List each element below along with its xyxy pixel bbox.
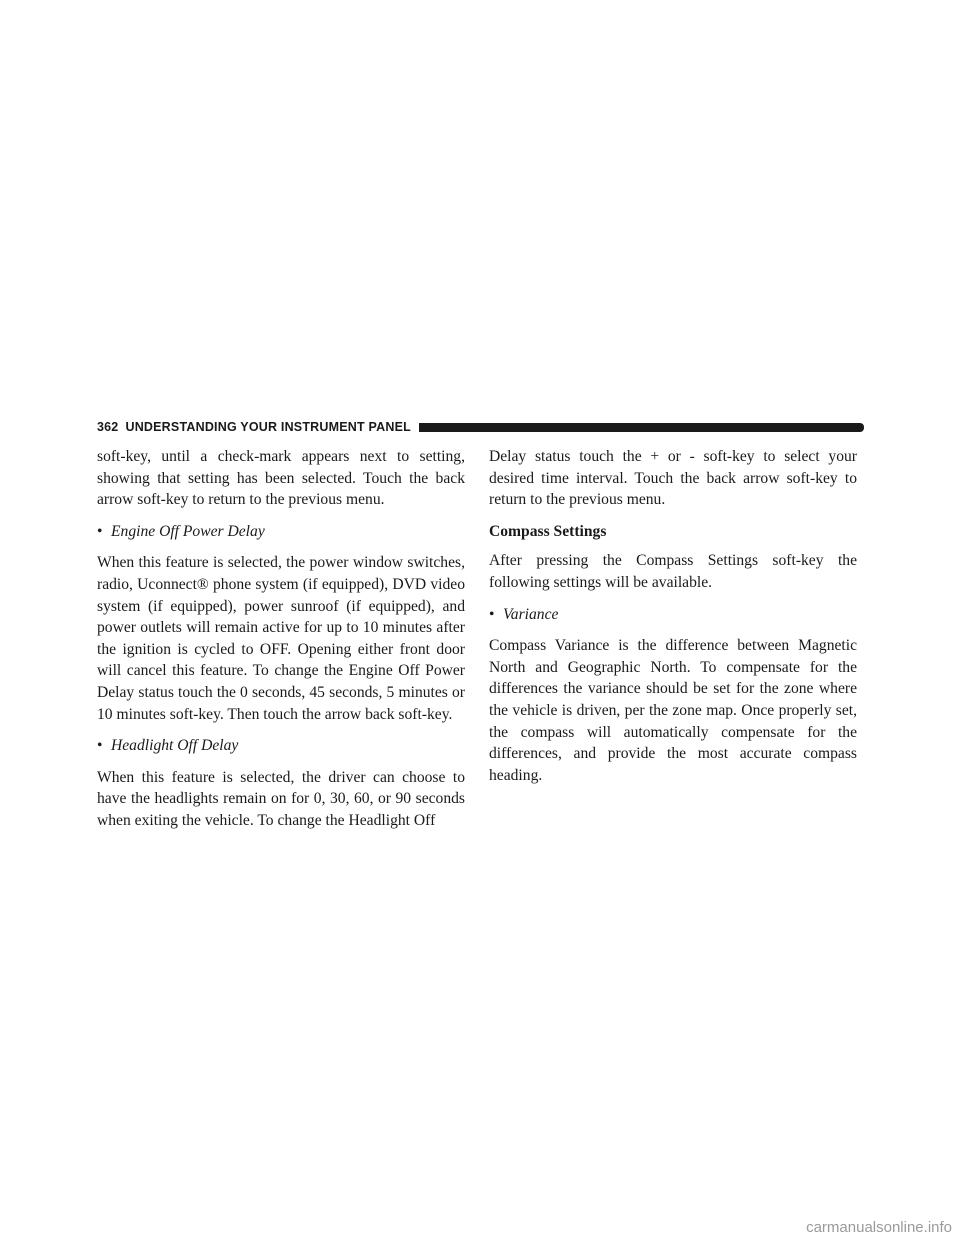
left-column	[97, 446, 465, 842]
page-header	[97, 419, 864, 435]
bullet-label: Headlight Off Delay	[111, 737, 239, 755]
paragraph: soft-key, until a check-mark appears next to setting, showing that setting has been selected. Touch the back arrow soft-key to return to the previous menu.	[97, 448, 465, 509]
page-number: 362	[97, 420, 119, 434]
bullet-icon: •	[489, 605, 495, 623]
paragraph: Delay status touch the + or - soft-key to select your desired time interval. Touch the back arrow soft-key to return to the previous menu.	[489, 448, 857, 509]
section-title: UNDERSTANDING YOUR INSTRUMENT PANEL	[125, 420, 411, 434]
paragraph: After pressing the Compass Settings soft-key the following settings will be available.	[489, 552, 857, 591]
watermark-logo: carmanualsonline.info	[806, 1219, 952, 1236]
paragraph: Compass Variance is the difference between Magnetic North and Geographic North. To compensate for the differences the variance should be set for the zone where the vehicle is driven, per the zone map. Once properly set, the compass will automatically compensate for the differences, and provide the most accurate compass heading.	[489, 637, 857, 784]
bullet-icon: •	[97, 737, 103, 755]
bullet-icon: •	[97, 522, 103, 540]
bullet-item-headlight-off-delay	[97, 735, 465, 757]
subheading-compass-settings: Compass Settings	[489, 522, 607, 540]
right-column	[489, 446, 857, 796]
paragraph: When this feature is selected, the power window switches, radio, Uconnect® phone system (if equipped), DVD video system (if equipped), power sunroof (if equipped), and power outlets will remain active for up to 10 minutes after the ignition is cycled to OFF. Opening either front door will cancel this feature. To change the Engine Off Power Delay status touch the 0 seconds, 45 seconds, 5 minutes or 10 minutes soft-key. Then touch the arrow back soft-key.	[97, 554, 465, 723]
bullet-label: Variance	[503, 605, 559, 623]
paragraph: When this feature is selected, the driver can choose to have the headlights remain on for 0, 30, 60, or 90 seconds when exiting the vehicle. To change the Headlight Off	[97, 768, 465, 829]
bullet-label: Engine Off Power Delay	[111, 522, 265, 540]
bullet-item-engine-off-power-delay	[97, 521, 465, 543]
bullet-item-variance	[489, 604, 857, 626]
header-rule	[419, 423, 864, 432]
